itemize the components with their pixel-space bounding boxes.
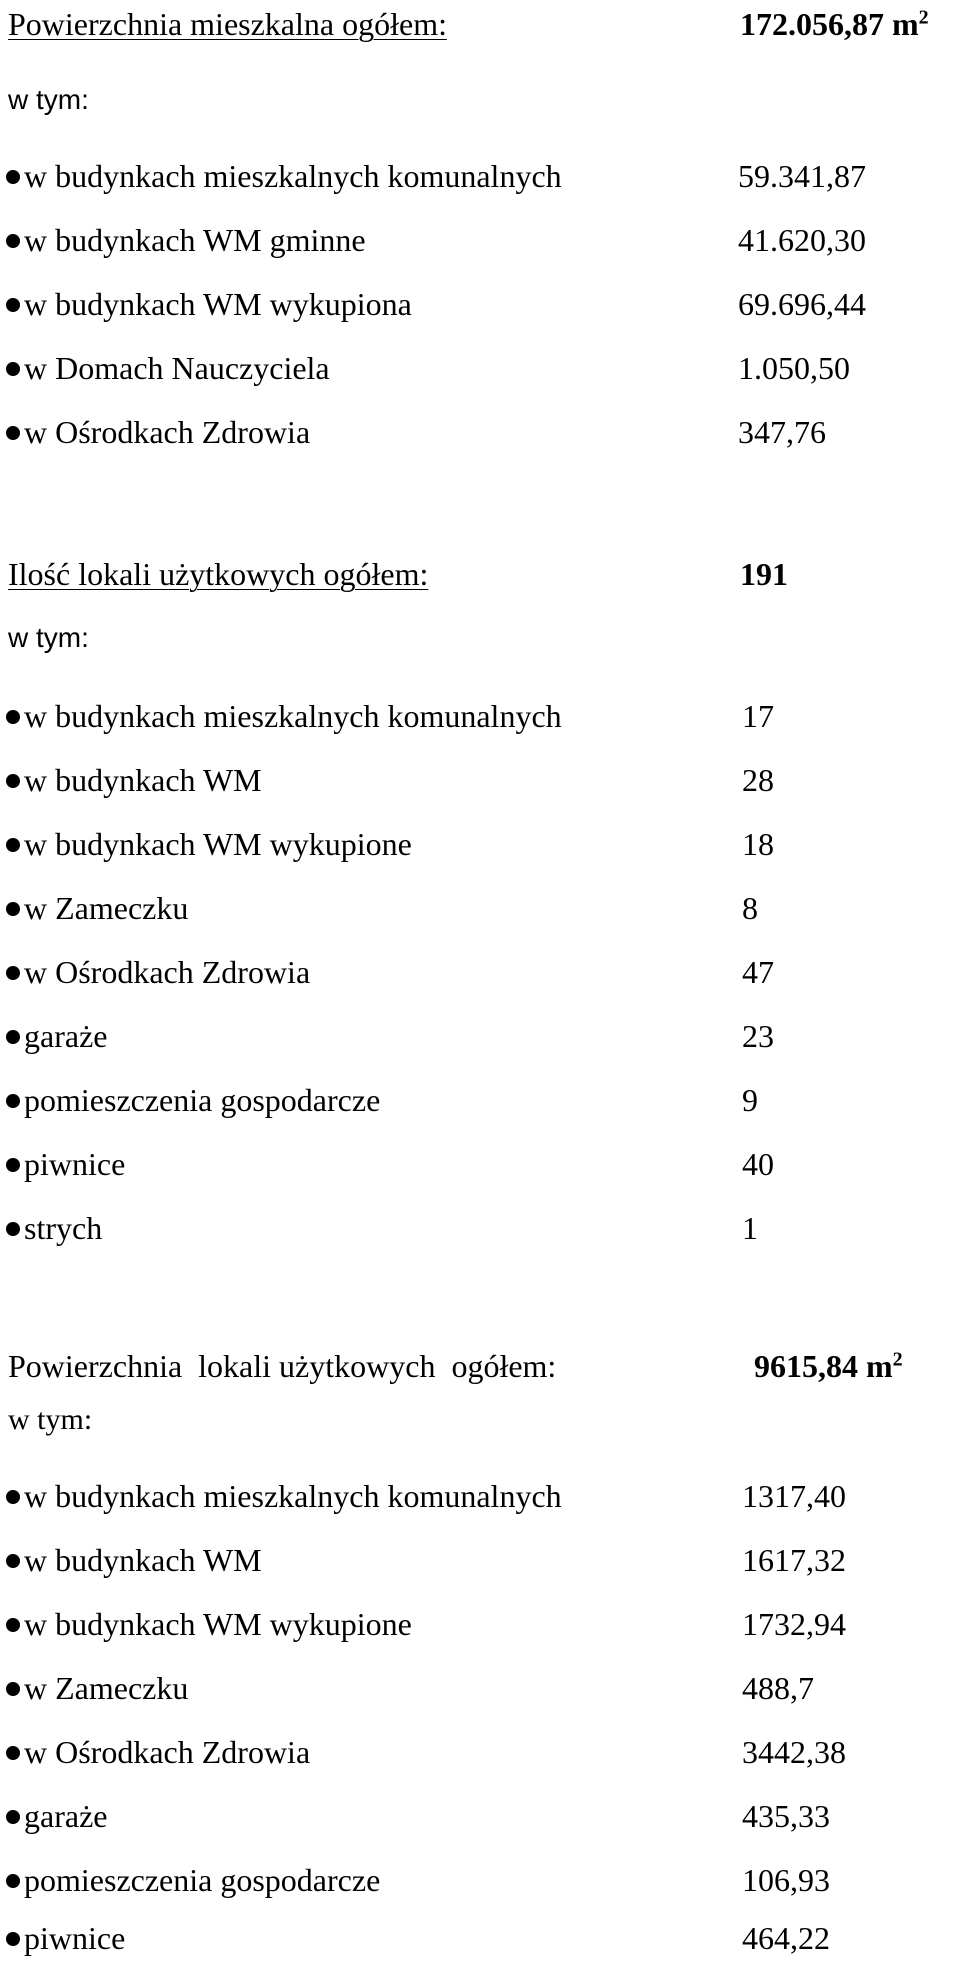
section2-item-6 [0, 1068, 960, 1132]
section2-item-label: w budynkach mieszkalnych komunalnych [24, 698, 562, 734]
bullet-icon [6, 170, 20, 184]
section2-item-label: w budynkach WM wykupione [24, 826, 412, 862]
section2-item-value: 28 [742, 762, 774, 798]
section1-item-value: 41.620,30 [738, 222, 866, 258]
section2-item-label: garaże [24, 1018, 108, 1054]
section2-item-label: piwnice [24, 1146, 126, 1182]
section1-subheading: w tym: [8, 84, 89, 115]
bullet-icon [6, 710, 20, 724]
section2-item-8 [0, 1196, 960, 1260]
section3-subheading-row [0, 1388, 960, 1452]
bullet-icon [6, 1030, 20, 1044]
section2-heading-row [0, 542, 960, 606]
section1-item-0 [0, 144, 960, 208]
section2-item-7 [0, 1132, 960, 1196]
section2-item-label: pomieszczenia gospodarcze [24, 1082, 381, 1118]
section2-item-0 [0, 684, 960, 748]
section2-item-value: 47 [742, 954, 774, 990]
section1-item-value: 59.341,87 [738, 158, 866, 194]
section3-item-7 [0, 1906, 960, 1970]
bullet-icon [6, 234, 20, 248]
bullet-icon [6, 1810, 20, 1824]
section1-item-value: 69.696,44 [738, 286, 866, 322]
section3-item-value: 488,7 [742, 1670, 814, 1706]
section1-subheading-row [0, 68, 960, 132]
section3-item-value: 106,93 [742, 1862, 830, 1898]
section2-heading-label: Ilość lokali użytkowych ogółem: [8, 556, 429, 592]
section3-subheading: w tym: [8, 1403, 93, 1436]
section2-item-value: 17 [742, 698, 774, 734]
section3-heading-exponent: 2 [892, 1348, 903, 1371]
section2-item-value: 9 [742, 1082, 758, 1118]
bullet-icon [6, 1874, 20, 1888]
section2-subheading: w tym: [8, 622, 89, 653]
section3-item-value: 1617,32 [742, 1542, 846, 1578]
section1-heading-value [740, 0, 929, 56]
section2-item-3 [0, 876, 960, 940]
section3-item-label: piwnice [24, 1920, 126, 1956]
section1-item-value: 347,76 [738, 414, 826, 450]
section1-item-label: w Ośrodkach Zdrowia [24, 414, 311, 450]
section2-item-value: 8 [742, 890, 758, 926]
section1-item-2 [0, 272, 960, 336]
section2-item-value: 1 [742, 1210, 758, 1246]
section3-item-label: w budynkach mieszkalnych komunalnych [24, 1478, 562, 1514]
section3-item-3 [0, 1656, 960, 1720]
section3-heading-label: Powierzchnia lokali użytkowych ogółem: [8, 1348, 557, 1384]
section3-item-label: w budynkach WM wykupione [24, 1606, 412, 1642]
bullet-icon [6, 902, 20, 916]
section3-item-2 [0, 1592, 960, 1656]
bullet-icon [6, 1746, 20, 1760]
section3-item-value: 435,33 [742, 1798, 830, 1834]
bullet-icon [6, 1682, 20, 1696]
section1-item-label: w Domach Nauczyciela [24, 350, 330, 386]
section2-item-label: strych [24, 1210, 103, 1246]
section3-item-4 [0, 1720, 960, 1784]
section3-item-label: w budynkach WM [24, 1542, 262, 1578]
section3-item-label: garaże [24, 1798, 108, 1834]
section1-item-1 [0, 208, 960, 272]
section2-heading-value: 191 [740, 556, 788, 592]
section1-item-label: w budynkach mieszkalnych komunalnych [24, 158, 562, 194]
section2-subheading-row [0, 606, 960, 670]
section3-item-5 [0, 1784, 960, 1848]
section2-item-1 [0, 748, 960, 812]
section1-heading-number: 172.056,87 m [740, 6, 919, 42]
bullet-icon [6, 1932, 20, 1946]
section3-item-6 [0, 1848, 960, 1912]
bullet-icon [6, 1554, 20, 1568]
section2-item-value: 23 [742, 1018, 774, 1054]
section3-item-label: w Ośrodkach Zdrowia [24, 1734, 311, 1770]
bullet-icon [6, 838, 20, 852]
bullet-icon [6, 966, 20, 980]
section1-item-3 [0, 336, 960, 400]
bullet-icon [6, 1490, 20, 1504]
section3-item-value: 1732,94 [742, 1606, 846, 1642]
section2-item-4 [0, 940, 960, 1004]
section2-item-label: w Ośrodkach Zdrowia [24, 954, 311, 990]
section3-heading-number: 9615,84 m [754, 1348, 893, 1384]
section2-item-2 [0, 812, 960, 876]
bullet-icon [6, 298, 20, 312]
section3-item-0 [0, 1464, 960, 1528]
section3-item-value: 3442,38 [742, 1734, 846, 1770]
section3-item-value: 1317,40 [742, 1478, 846, 1514]
section2-item-5 [0, 1004, 960, 1068]
section1-item-4 [0, 400, 960, 464]
section2-item-label: w budynkach WM [24, 762, 262, 798]
bullet-icon [6, 774, 20, 788]
section2-item-value: 40 [742, 1146, 774, 1182]
section1-item-value: 1.050,50 [738, 350, 850, 386]
section3-item-label: w Zameczku [24, 1670, 189, 1706]
bullet-icon [6, 1222, 20, 1236]
bullet-icon [6, 426, 20, 440]
section1-heading-exponent: 2 [918, 6, 929, 29]
section3-item-1 [0, 1528, 960, 1592]
bullet-icon [6, 1158, 20, 1172]
bullet-icon [6, 362, 20, 376]
section1-item-label: w budynkach WM wykupiona [24, 286, 412, 322]
section3-item-label: pomieszczenia gospodarcze [24, 1862, 381, 1898]
section1-item-label: w budynkach WM gminne [24, 222, 366, 258]
bullet-icon [6, 1618, 20, 1632]
section1-heading-row [0, 0, 960, 56]
bullet-icon [6, 1094, 20, 1108]
section2-item-value: 18 [742, 826, 774, 862]
section3-item-value: 464,22 [742, 1920, 830, 1956]
section2-item-label: w Zameczku [24, 890, 189, 926]
section1-heading-label: Powierzchnia mieszkalna ogółem: [8, 6, 447, 42]
